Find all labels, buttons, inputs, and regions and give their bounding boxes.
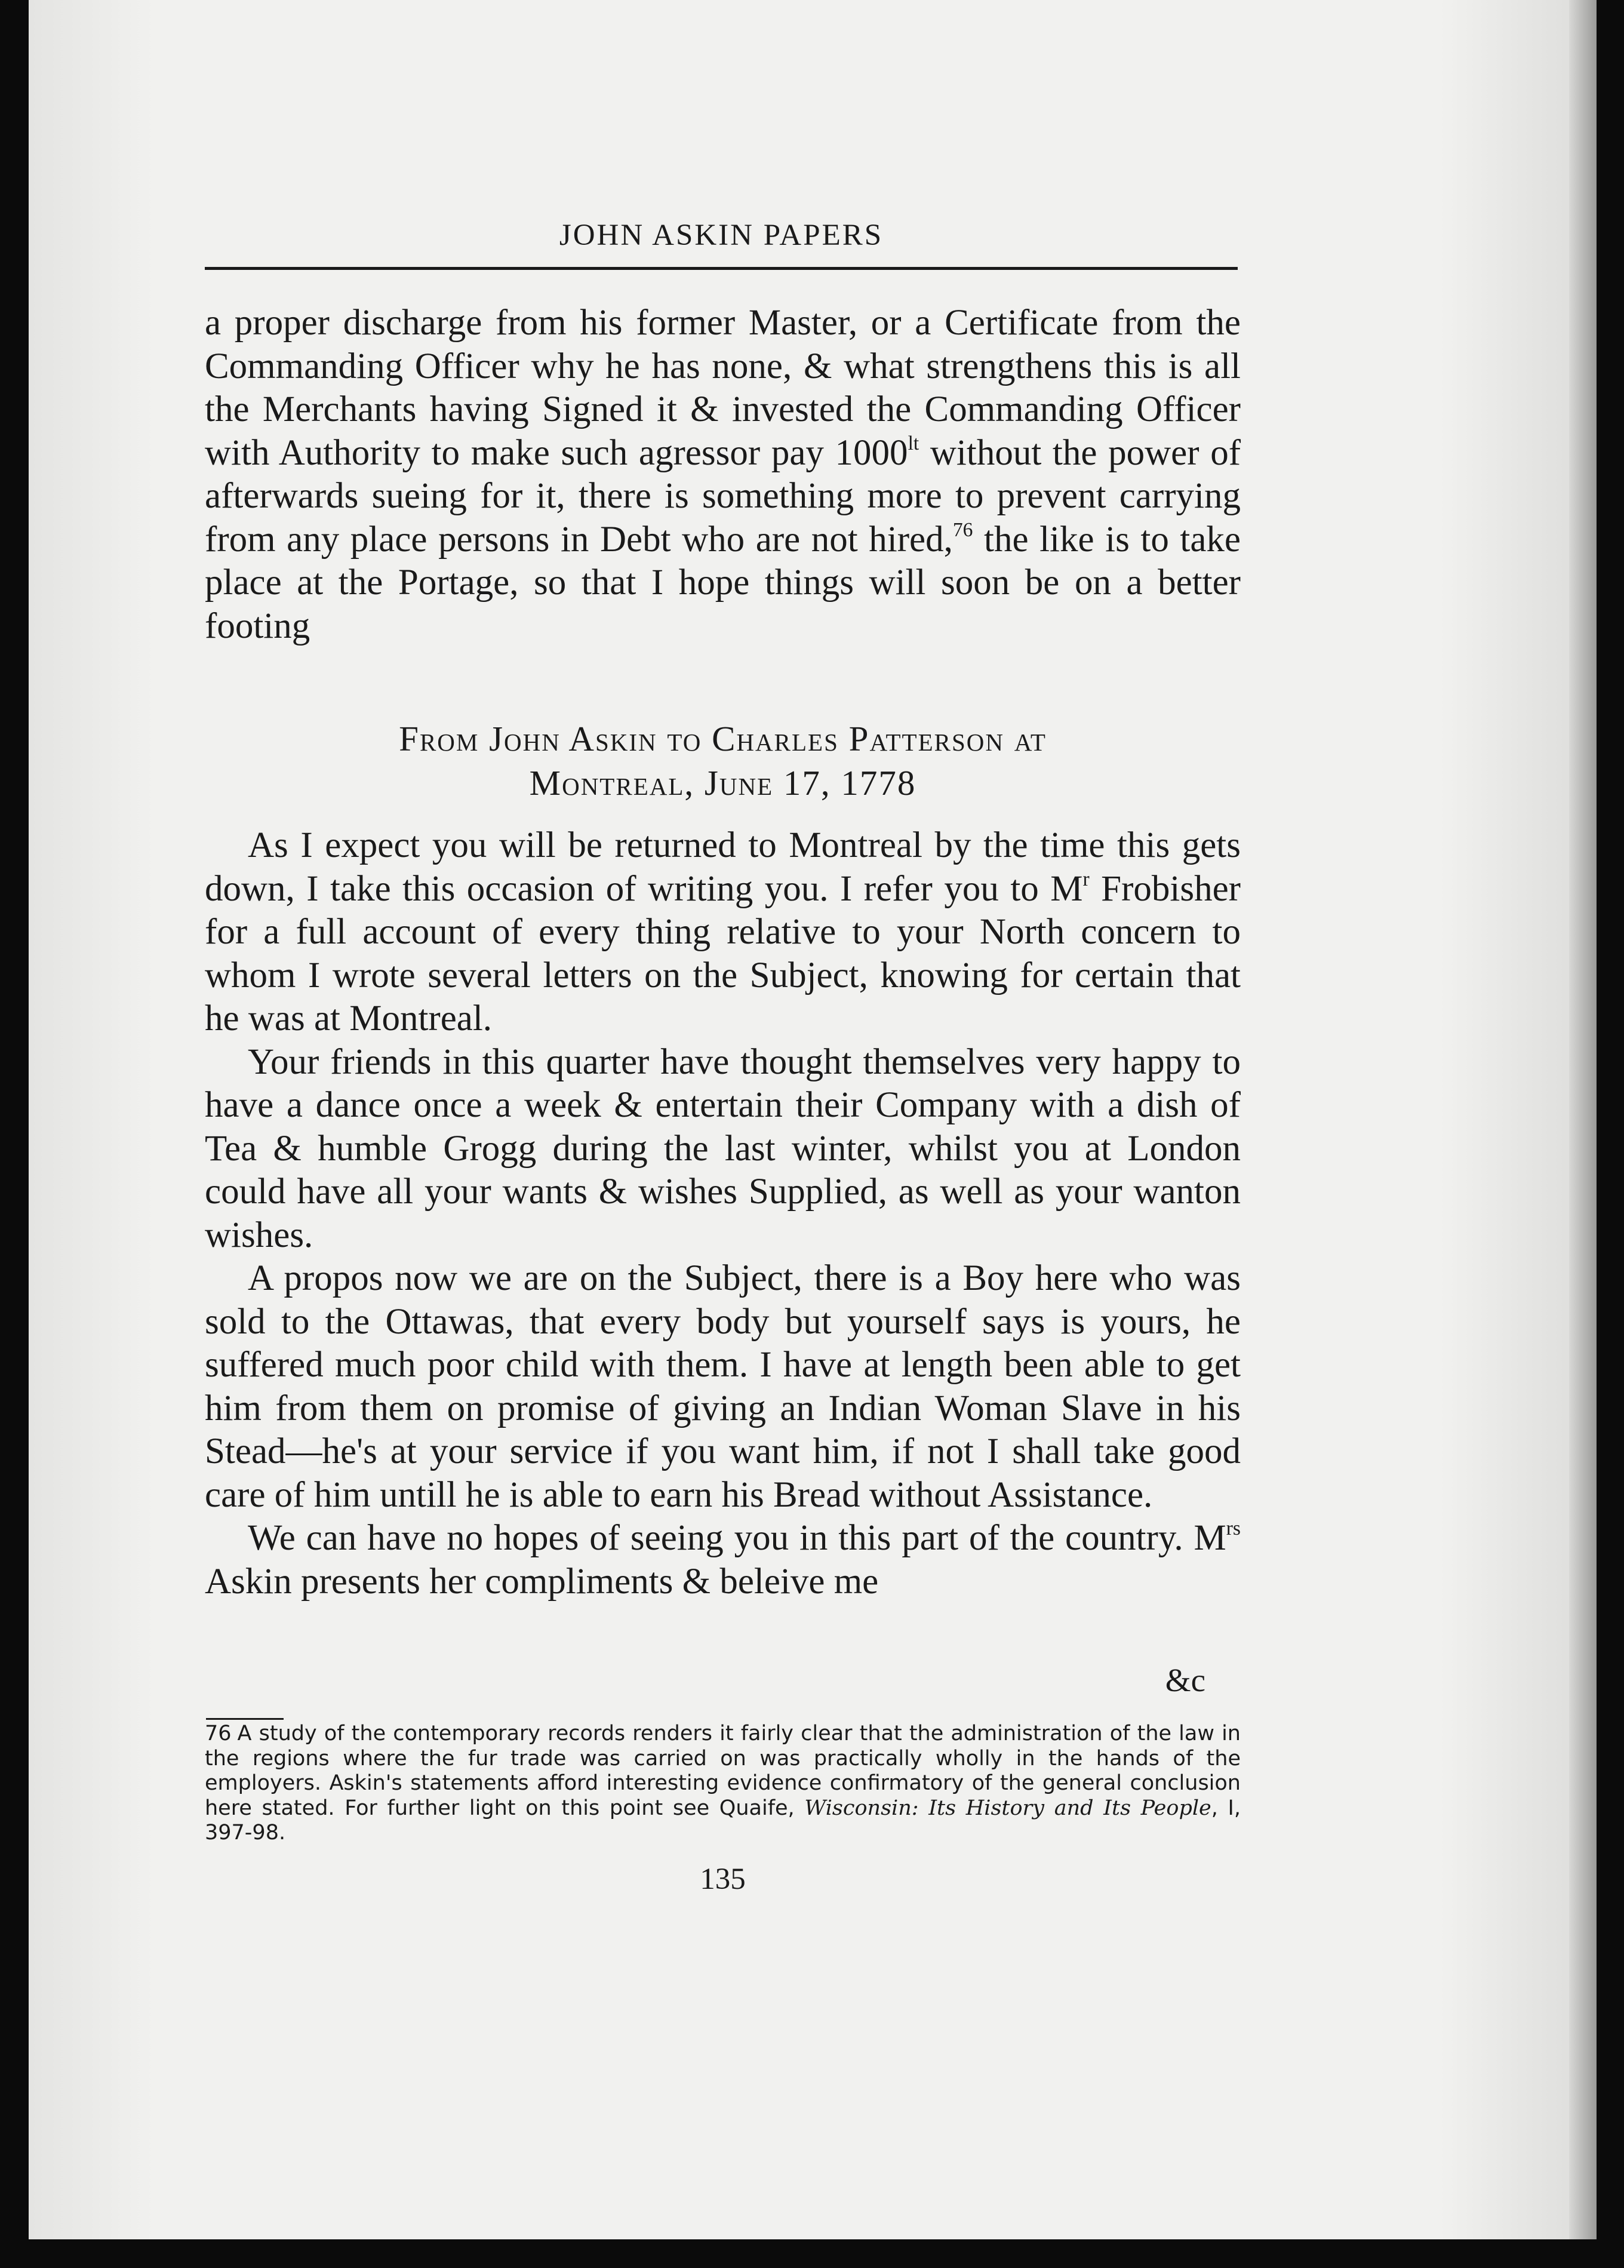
letter-closing: &c (1165, 1662, 1205, 1698)
letter-p4-text-a: We can have no hopes of seeing you in this part of the country. M (248, 1518, 1226, 1558)
continuation-text-2: without the power of afterwards sueing for it, there is something more to prevent carrying from any place persons in Debt who are not hired, (205, 432, 1241, 560)
footnote-cited-title: Wisconsin: Its History and Its People (804, 1796, 1211, 1820)
page-edge-shadow (1569, 0, 1597, 2239)
footnote-paragraph (205, 1722, 1241, 1846)
continuation-paragraph (205, 302, 1241, 648)
letter-p1-text-b: Frobisher for a full account of every thing relative to your North concern to whom I wrote several letters on the Subject, knowing for certain that he was at Montreal. (205, 868, 1241, 1038)
mr-superscript: r (1082, 868, 1090, 890)
page-number: 135 (700, 1863, 746, 1896)
continuation-text-1: a proper discharge from his former Master, or a Certificate from the Commanding Officer why he has none, & what strengthens this is all the Merchants having Signed it & invested the Commanding Officer with Authority to make such agressor pay 1000 (205, 303, 1241, 473)
mrs-superscript: rs (1226, 1517, 1241, 1539)
footnote-citation: , I, 397-98. (205, 1796, 1241, 1845)
header-rule (205, 267, 1238, 270)
continuation-text-3: the like is to take place at the Portage, so that I hope things will soon be on a better footing (205, 519, 1241, 646)
letter-p1-text-a: As I expect you will be returned to Montreal by the time this gets down, I take this occasion of writing you. I refer you to M (205, 825, 1241, 909)
letter-paragraph-1 (205, 824, 1241, 1041)
running-header: JOHN ASKIN PAPERS (559, 219, 884, 252)
footnote-reference[interactable]: 76 (952, 518, 973, 541)
letter-heading-line-1: From John Askin to Charles Patterson at (399, 719, 1047, 758)
letter-heading (205, 717, 1241, 805)
footnote-text: A study of the contemporary records renders it fairly clear that the administration of the law in the regions where the fur trade was carried on was practically wholly in the hands of the employers. Askin's statements afford interesting evidence confirmatory of the general conclusion here stated. For further light on this point see Quaife, (205, 1722, 1241, 1820)
footnote-rule (206, 1718, 284, 1720)
book-page (29, 0, 1597, 2239)
letter-paragraph-4 (205, 1517, 1241, 1603)
letter-body (205, 824, 1241, 1603)
letter-heading-line-2: Montreal, June 17, 1778 (529, 763, 916, 803)
letter-paragraph-2: Your friends in this quarter have thought themselves very happy to have a dance once a week & entertain their Company with a dish of Tea & humble Grogg during the last winter, whilst you at London could have all your wants & wishes Supplied, as well as your wanton wishes. (205, 1041, 1241, 1255)
letter-paragraph-3: A propos now we are on the Subject, there is a Boy here who was sold to the Ottawas, that every body but yourself says is yours, he suffered much poor child with them. I have at length been able to get him from them on promise of giving an Indian Woman Slave in his Stead—he's at your service if you want him, if not I shall take good care of him untill he is able to earn his Bread without Assistance. (205, 1258, 1241, 1515)
footnote (205, 1722, 1241, 1846)
livres-superscript: lt (908, 432, 919, 454)
footnote-number: 76 (205, 1722, 232, 1745)
letter-p4-text-b: Askin presents her compliments & beleive me (205, 1561, 879, 1602)
body-continuation (205, 302, 1241, 648)
